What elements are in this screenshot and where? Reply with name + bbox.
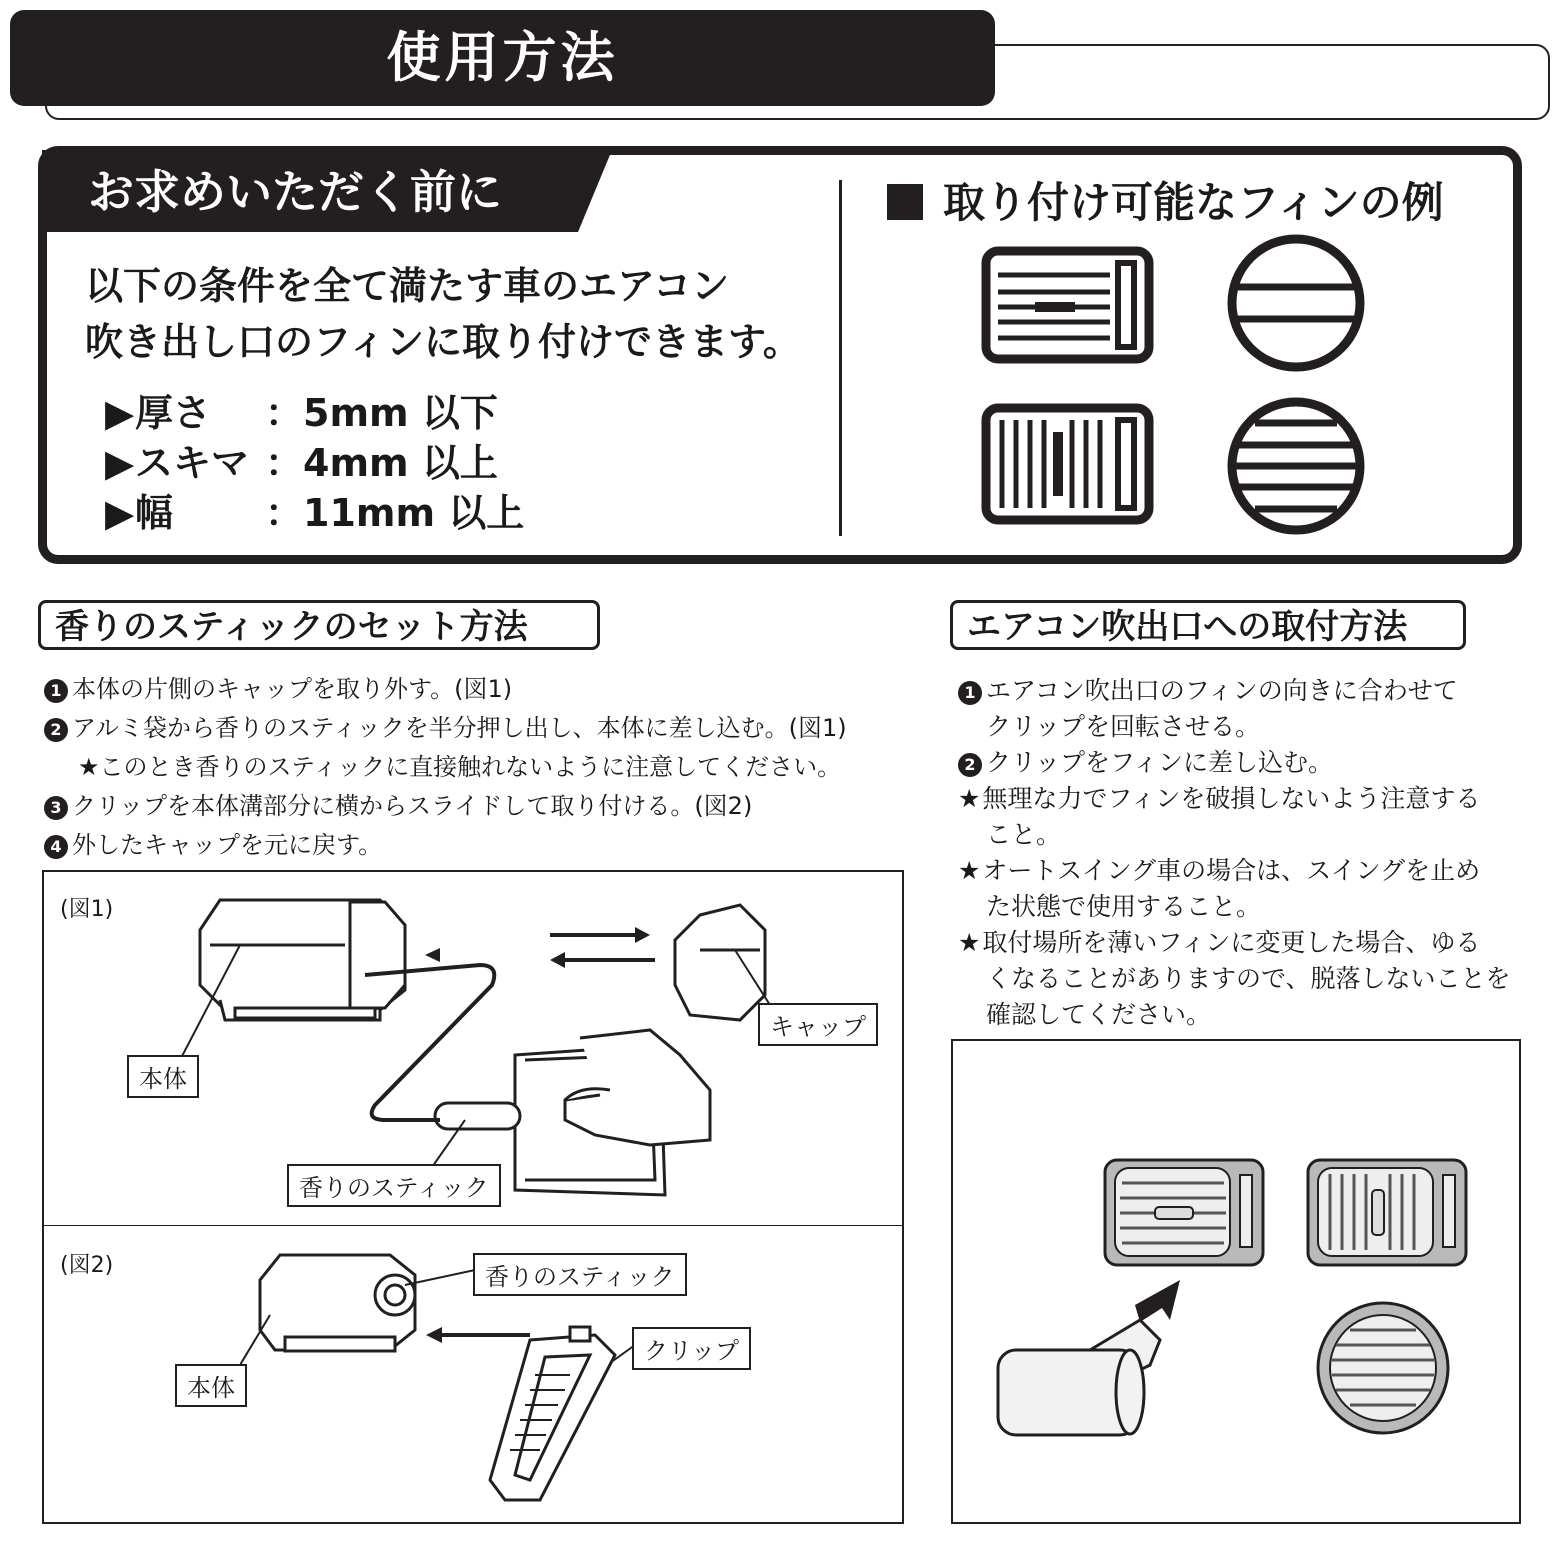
star-icon: ★: [958, 856, 981, 885]
condition-width: [105, 482, 524, 537]
triangle-icon: ▶: [105, 441, 135, 485]
figure-divider: [44, 1225, 902, 1226]
figure1-label: (図1): [60, 897, 114, 922]
list-item: ★このとき香りのスティックに直接触れないように注意してください。: [78, 753, 842, 781]
list-item: 1 本体の片側のキャップを取り外す。(図1): [44, 670, 847, 709]
list-item-continuation: クリップを回転させる。: [986, 712, 1261, 741]
star-icon: ★: [958, 928, 981, 957]
square-bullet-icon: [887, 184, 923, 220]
callout-body: 本体: [175, 1364, 247, 1407]
vent-section-heading: エアコン吹出口への取付方法: [950, 600, 1466, 650]
list-item: ★オートスイング車の場合は、スイングを止め: [958, 856, 1481, 885]
before-purchase-title: お求めいただく前に: [88, 165, 502, 219]
condition-label: 幅: [135, 491, 174, 535]
condition-label: スキマ: [135, 441, 250, 485]
vent-mount-illustration: [990, 1150, 1490, 1450]
list-item: 3 クリップを本体溝部分に横からスライドして取り付ける。(図2): [44, 787, 847, 826]
figure1-illustration: [180, 890, 900, 1210]
step-number-icon: 1: [958, 681, 982, 705]
callout-body: 本体: [127, 1055, 199, 1098]
callout-clip: クリップ: [632, 1327, 751, 1370]
condition-value: ：5mm 以下: [265, 391, 498, 435]
condition-value: ：4mm 以上: [265, 441, 498, 485]
lead-line: 以下の条件を全て満たす車のエアコン: [85, 264, 730, 308]
page-title: 使用方法: [386, 26, 619, 89]
list-item: 2 クリップをフィンに差し込む。: [958, 745, 1538, 781]
step-number-icon: 2: [958, 753, 982, 777]
condition-gap: [105, 432, 498, 487]
condition-label: 厚さ: [135, 391, 212, 435]
condition-thickness: [105, 382, 498, 437]
step-number-icon: 1: [44, 679, 68, 703]
list-item: 1 エアコン吹出口のフィンの向きに合わせて: [958, 673, 1538, 709]
list-item-continuation: こと。: [986, 820, 1062, 849]
list-item: 4 外したキャップを元に戻す。: [44, 826, 847, 865]
list-item: 2 アルミ袋から香りのスティックを半分押し出し、本体に差し込む。(図1): [44, 709, 847, 748]
before-purchase-lead: [85, 258, 801, 370]
list-item-continuation: た状態で使用すること。: [986, 892, 1262, 921]
callout-stick: 香りのスティック: [287, 1164, 501, 1207]
star-icon: ★: [958, 784, 981, 813]
callout-stick: 香りのスティック: [473, 1253, 687, 1296]
fins-example-title: 取り付け可能なフィンの例: [887, 170, 1444, 230]
callout-cap: キャップ: [758, 1003, 878, 1046]
list-item-continuation: くなることがありますので、脱落しないことを: [986, 964, 1511, 993]
rect-horizontal-fin-icon: [980, 245, 1155, 365]
stick-steps: [44, 670, 847, 865]
list-item: ★取付場所を薄いフィンに変更した場合、ゆる: [958, 928, 1481, 957]
triangle-icon: ▶: [105, 391, 135, 435]
stick-section-heading: 香りのスティックのセット方法: [38, 600, 600, 650]
rect-vertical-fin-icon: [980, 402, 1155, 527]
triangle-icon: ▶: [105, 491, 135, 535]
step-number-icon: 4: [44, 835, 68, 859]
vertical-divider: [839, 180, 842, 536]
step-number-icon: 3: [44, 796, 68, 820]
round-horizontal-fin-icon: [1225, 232, 1367, 374]
condition-value: ：11mm 以上: [265, 491, 525, 535]
vent-steps: [958, 673, 1538, 1033]
figure2-label: (図2): [60, 1253, 114, 1278]
list-item-continuation: 確認してください。: [986, 1000, 1212, 1029]
round-multi-fin-icon: [1225, 395, 1367, 537]
list-item: ★無理な力でフィンを破損しないよう注意する: [958, 784, 1481, 813]
step-number-icon: 2: [44, 718, 68, 742]
lead-line: 吹き出し口のフィンに取り付けできます。: [85, 320, 801, 364]
